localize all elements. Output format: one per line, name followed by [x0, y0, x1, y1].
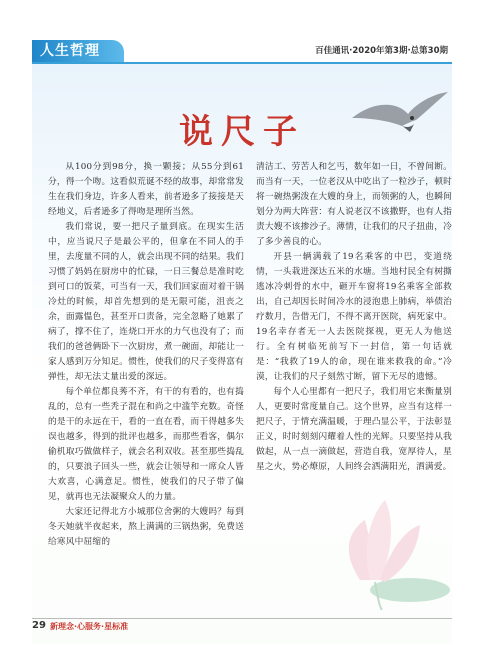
paragraph: 每个单位都良莠不齐，有干的有看的，也有捣乱的，总有一些秃子混在和尚之中滥竽充数。奇怪的是干的永远在干，看的一直在看，而干得越多失误也越多，得到的批评也越多，而那些看客，偶尔偷机取巧做做样子，就会名利双收。甚至那些捣乱的，只要浪子回头一些，就会让领导和一席众人皆大欢喜，心满意足。惯性，使我们的尺子带了偏见，就再也无法凝聚众人的力量。	[48, 387, 244, 502]
left-column	[48, 160, 244, 550]
paragraph: 我们常说，要一把尺子量到底。在现实生活中，应当说尺子是最公平的，但拿在不同人的手里，去度量不同的人，就会出现不同的结果。我们习惯了妈妈在厨房中的忙碌，一日三餐总是准时吃到可口的饭菜，可当有一天，我们回家面对着干锅冷灶的时候，却首先想到的是无限可能，沮丧之余，面露愠色，甚至开口责备，完全忽略了她累了病了，撑不住了，连烧口开水的力气也没有了；而我们的爸爸俩卧下一次厨房，煮一碗面，却能让一家人感到万分知足。惯性，使我们的尺子变得富有弹性，却无法丈量出爱的深远。	[48, 222, 244, 382]
paragraph: 大家还记得北方小城那位舍粥的大嫂吗？每到冬天她就半夜起来，熬上满满的三锅热粥，免费送给寒风中屈缩的	[48, 507, 244, 547]
paragraph: 清洁工、劳苦人和乞丐，数年如一日，不曾间断。而当有一天，一位老汉从中吃出了一粒沙子，顿时将一碗热粥泼在大嫂的身上，而领粥的人，也瞬间划分为两大阵营：有人说老汉不该撒野，也有人指责大嫂不该掺沙子。薄情，让我们的尺子扭曲，冷了多少善良的心。	[256, 162, 452, 247]
issue-info: 百佳通讯·2020年第3期·总第30期	[315, 46, 448, 56]
page-number: 29	[32, 620, 46, 631]
footer-slogan: 新理念·心服务·星标准	[50, 622, 129, 631]
paragraph: 开县一辆满载了19名乘客的中巴，变道绕情，一头栽进深达五米的水塘。当地村民全有树撕逃冰冷刺骨的水中，砸开车窗将19名乘客全部救出，自己却因长时间冷水的浸泡患上肺病，举债治疗数月，告借无门，不得不离开医院，病死家中。19名幸存者无一人去医院探视，更无人为他送行。全有树临死前写下一封信，第一句话就是：“我救了19人的命，现在谁来救我的命。”冷漠，让我们的尺子刻然寸断，留下无尽的遗憾。	[256, 252, 452, 382]
section-tab: 人生哲理	[32, 40, 124, 62]
paragraph: 每个人心里都有一把尺子，我们用它来衡量别人，更要时常度量自己。这个世界，应当有这样一把尺子，于情充满温暖，于理凸显公平，于法彰显正义，时时刻刻闪耀着人性的光辉。只要坚持从我做起，从一点一滴做起，营造自我，宽厚待人，星星之火，势必燎原，人间终会洒满阳光，洒满爱。	[256, 387, 452, 472]
paragraph: 从100分到98分，换一颗接；从55分到61分，得一个吻。这看似荒诞不经的故事，却常常发生在我们身边，许多人看来，前者逊多了接接是天经地义，后者逊多了得吻是理所当然。	[48, 162, 244, 217]
article-title: 说尺子	[179, 112, 305, 152]
right-column	[256, 160, 452, 475]
lotus-illustration	[320, 470, 450, 610]
